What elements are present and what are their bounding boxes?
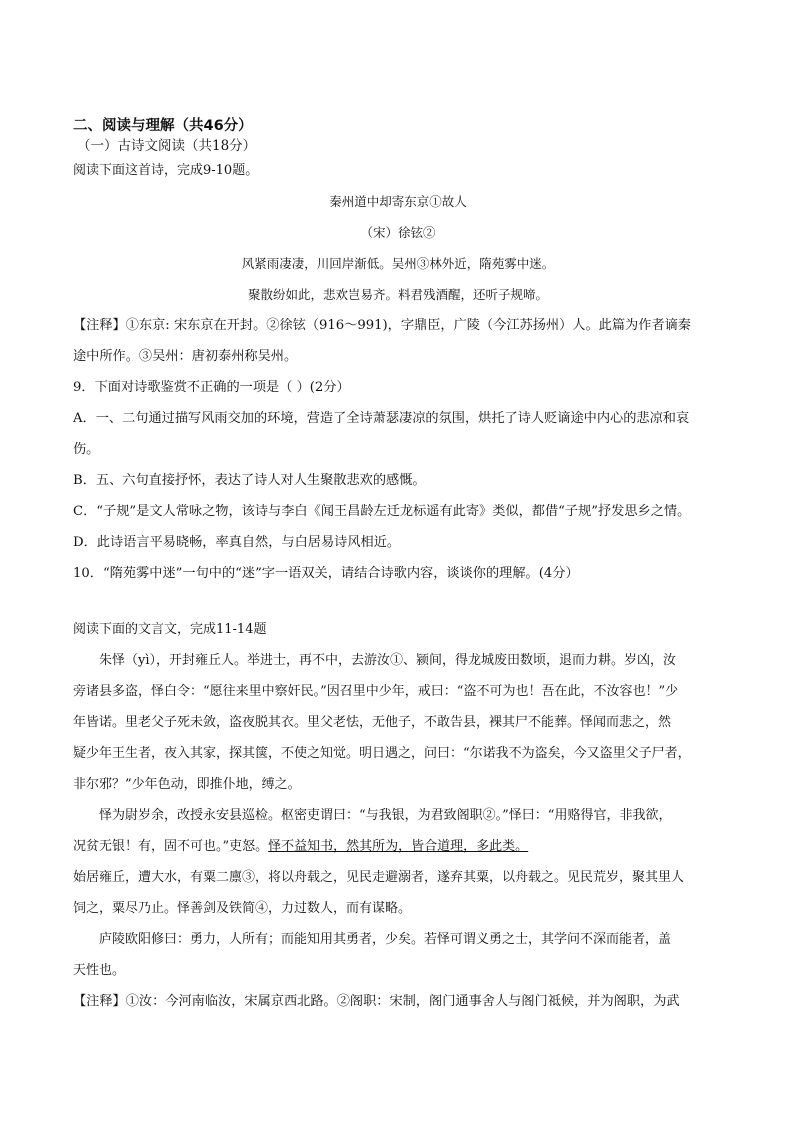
exam-page (73, 116, 723, 1017)
option-a-cont: 伤。 (73, 442, 100, 457)
prose-paragraph-1-line: 非尔邪？”少年色动，即推仆地，缚之。 (73, 777, 301, 792)
prose-paragraph-2: 怿为尉岁余，改授永安县巡检。枢密吏谓曰：“与我银，为君致阁职②。”怿曰：“用赂得官，非我欲， (99, 808, 672, 823)
poem-line: 风紧雨凄凄，川回岸渐低。吴州③林外近，隋苑雾中迷。 (241, 256, 555, 271)
prose-paragraph-4: 庐陵欧阳修曰：勇力，人所有；而能知用其勇者，少矣。若怿可谓义勇之士，其学问不深而能者，盖 (99, 932, 672, 947)
option-d: D．此诗语言平易晓畅，率真自然，与白居易诗风相近。 (73, 535, 401, 550)
poem-title: 秦州道中却寄东京①故人 (329, 194, 467, 209)
question-9-stem: 9．下面对诗歌鉴赏不正确的一项是（ ）(2分） (73, 380, 350, 395)
question-10-stem: 10．“隋苑雾中迷”一句中的“迷”字一语双关，请结合诗歌内容，谈谈你的理解。(4分） (73, 566, 579, 581)
section-title: 二、阅读与理解（共46分） (73, 118, 253, 134)
sub-section-title: （一）古诗文阅读（共18分） (77, 138, 257, 154)
poem-note: 【注释】①东京: 宋东京在开封。②徐铉（916～991)，字鼎臣，广陵（今江苏扬州）人。此篇为作者谪秦 (73, 318, 691, 333)
poem-line: 聚散纷如此，悲欢岂易齐。料君残酒醒，还听子规啼。 (247, 287, 548, 302)
option-a: A．一、二句通过描写风雨交加的环境，营造了全诗萧瑟凄凉的氛围，烘托了诗人贬谪途中内心的悲凉和哀 (73, 411, 690, 426)
prose-instruction: 阅读下面的文言文，完成11-14题 (73, 622, 267, 637)
prose-paragraph-2-line (73, 831, 723, 862)
prose-paragraph-1-line: 旁诸县多盗，怿白令：“愿往来里中察奸民。”因召里中少年，戒曰：“盗不可为也！吾在此，不汝容也！”少 (73, 684, 679, 699)
underlined-sentence: 怿不益知书，然其所为，皆合道理，多此类。 (268, 839, 529, 854)
prose-paragraph-3: 始居雍丘，遭大水，有粟二廪③，将以舟载之，见民走避溺者，遂弃其粟，以舟载之。见民荒岁，聚其里人 (73, 870, 685, 885)
prose-paragraph-1: 朱怿（yì），开封雍丘人。举进士，再不中，去游汝①、颍间，得龙城废田数顷，退而力耕。岁凶，汝 (99, 653, 677, 668)
prose-paragraph-1-line: 年皆诺。里老父子死未敛，盗夜脱其衣。里父老怯，无他子，不敢告县，裸其尸不能葬。怿闻而悲之，然 (73, 715, 672, 730)
poem-author: （宋）徐铉② (360, 225, 436, 240)
poem-note-cont: 途中所作。③吴州：唐初泰州称吴州。 (73, 349, 298, 364)
prose-paragraph-4-line: 天性也。 (73, 963, 126, 978)
option-c: C．“子规”是文人常咏之物，该诗与李白《闻王昌龄左迁龙标遥有此寄》类似，都借“子规”抒发思乡之情。 (73, 504, 691, 519)
prose-note: 【注释】①汝：今河南临汝，宋属京西北路。②阁职：宋制，阁门通事舍人与阁门祗候，并为阁职，为武 (73, 994, 680, 1009)
prose-paragraph-3-line: 饲之，粟尽乃止。怿善剑及铁简④，力过数人，而有谋略。 (73, 901, 412, 916)
prose-text: 况贫无银！有，固不可也。”吏怒。 (73, 839, 269, 854)
prose-paragraph-1-line: 疑少年王生者，夜入其家，探其箧，不使之知觉。明日遇之，问曰：“尔诺我不为盗矣，今又盗里父子尸者， (73, 746, 691, 761)
poem-instruction: 阅读下面这首诗，完成9-10题。 (73, 163, 259, 178)
option-b: B．五、六句直接抒怀，表达了诗人对人生聚散悲欢的感慨。 (73, 473, 426, 488)
